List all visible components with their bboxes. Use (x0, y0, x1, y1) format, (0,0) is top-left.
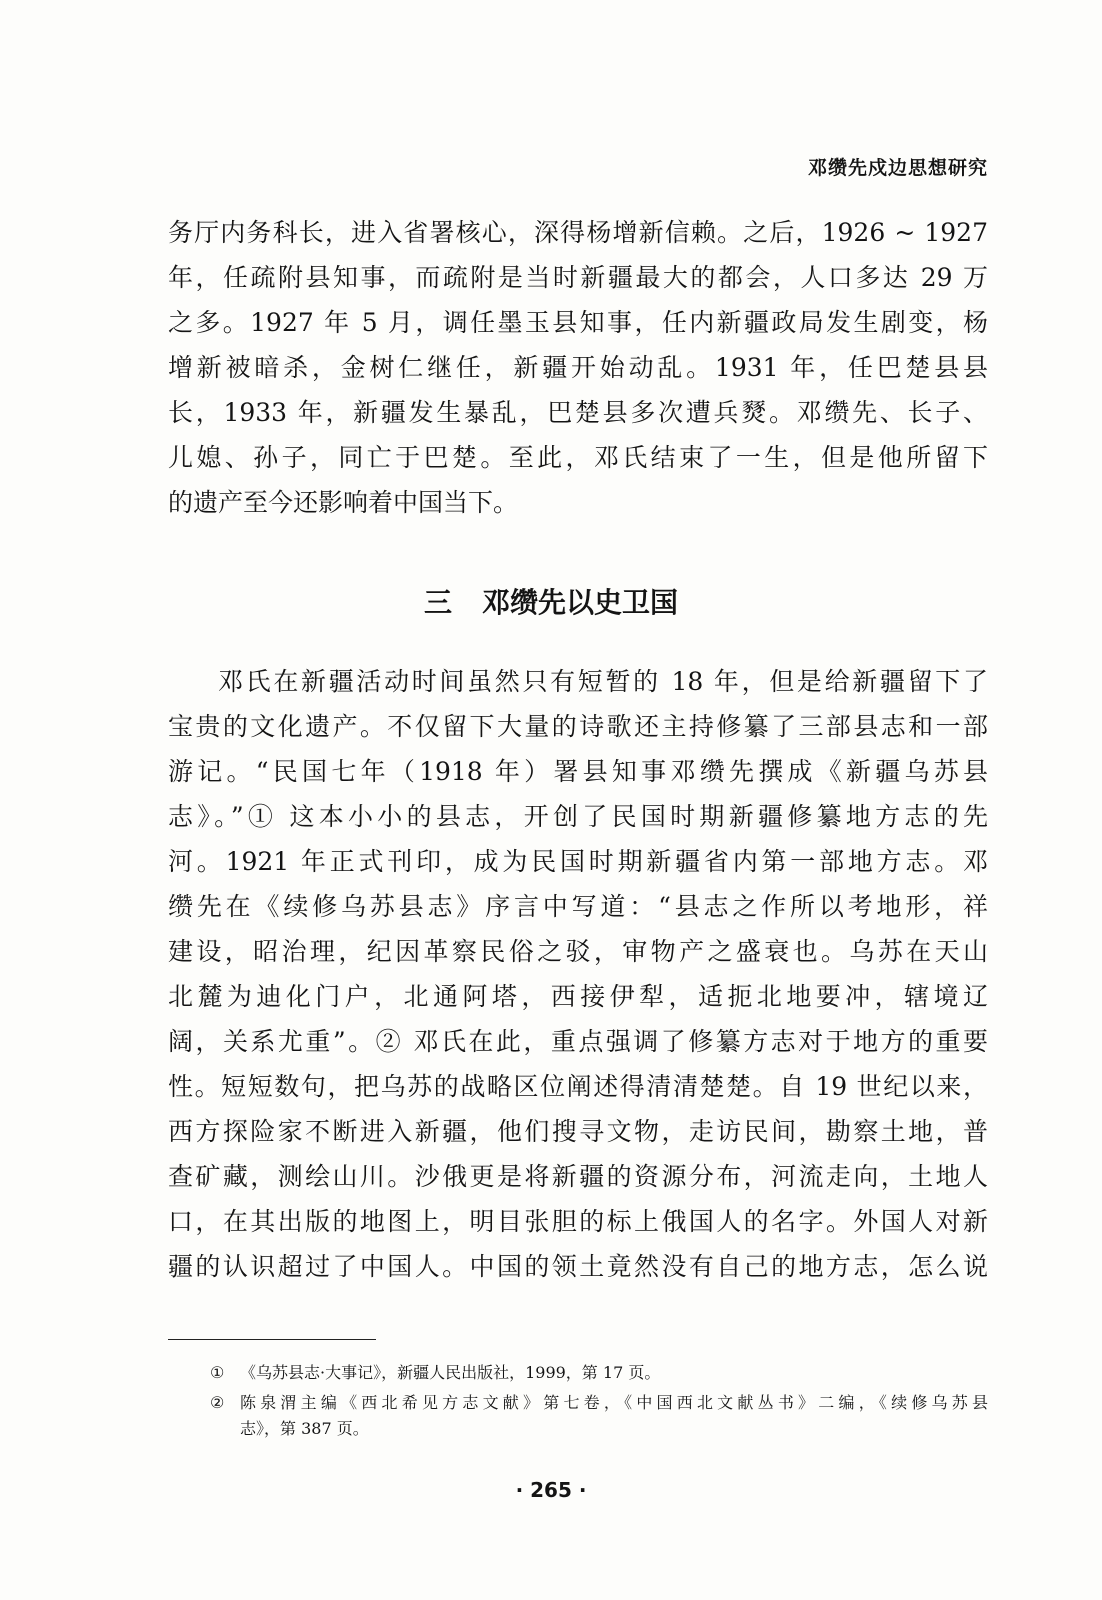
text-line: 年，任疏附县知事，而疏附是当时新疆最大的都会，人口多达 29 万 (168, 263, 988, 292)
text-line: 游记。“民国七年（1918 年）署县知事邓缵先撰成《新疆乌苏县 (168, 757, 988, 786)
text-line: 儿媳、孙子，同亡于巴楚。至此，邓氏结束了一生，但是他所留下 (168, 443, 988, 472)
footnote-text: 《乌苏县志·大事记》，新疆人民出版社，1999，第 17 页。 (240, 1363, 661, 1382)
text-line: 宝贵的文化遗产。不仅留下大量的诗歌还主持修纂了三部县志和一部 (168, 712, 988, 741)
footnote-marker: ② (210, 1393, 225, 1412)
section-heading (0, 585, 1102, 621)
text-line: 长，1933 年，新疆发生暴乱，巴楚县多次遭兵燹。邓缵先、长子、 (168, 398, 988, 427)
text-line: 西方探险家不断进入新疆，他们搜寻文物，走访民间，勘察土地，普 (168, 1117, 988, 1146)
footnote-text: 陈泉渭主编《西北希见方志文献》第七卷，《中国西北文献丛书》二编，《续修乌苏县 (240, 1393, 988, 1412)
text-line: 邓氏在新疆活动时间虽然只有短暂的 18 年，但是给新疆留下了 (218, 667, 988, 696)
text-line: 务厅内务科长，进入省署核心，深得杨增新信赖。之后，1926 ~ 1927 (168, 218, 988, 247)
text-line: 北麓为迪化门户，北通阿塔，西接伊犁，适扼北地要冲，辖境辽 (168, 982, 988, 1011)
text-line: 增新被暗杀，金树仁继任，新疆开始动乱。1931 年，任巴楚县县 (168, 353, 988, 382)
running-header: 邓缵先戍边思想研究 (807, 157, 988, 179)
footnote-text: 志》，第 387 页。 (240, 1419, 369, 1438)
text-line: 建设，昭治理，纪因革察民俗之驳，审物产之盛衰也。乌苏在天山 (168, 937, 988, 966)
text-line: 性。短短数句，把乌苏的战略区位阐述得清清楚楚。自 19 世纪以来， (168, 1072, 988, 1101)
text-line: 河。1921 年正式刊印，成为民国时期新疆省内第一部地方志。邓 (168, 847, 988, 876)
section-title: 邓缵先以史卫国 (482, 586, 679, 619)
text-line: 疆的认识超过了中国人。中国的领土竟然没有自己的地方志，怎么说 (168, 1252, 988, 1281)
footnote-marker: ① (210, 1363, 225, 1382)
footnote-divider (168, 1339, 376, 1340)
text-line: 查矿藏，测绘山川。沙俄更是将新疆的资源分布，河流走向，土地人 (168, 1162, 988, 1191)
text-line: 缵先在《续修乌苏县志》序言中写道：“县志之作所以考地形，祥 (168, 892, 988, 921)
text-line: 的遗产至今还影响着中国当下。 (168, 488, 519, 517)
text-line: 口，在其出版的地图上，明目张胆的标上俄国人的名字。外国人对新 (168, 1207, 988, 1236)
text-line: 阔，关系尤重”。② 邓氏在此，重点强调了修纂方志对于地方的重要 (168, 1027, 988, 1056)
section-number: 三 (423, 586, 452, 619)
page-number: · 265 · (515, 1478, 587, 1502)
text-line: 之多。1927 年 5 月，调任墨玉县知事，任内新疆政局发生剧变，杨 (168, 308, 988, 337)
text-line: 志》。”① 这本小小的县志，开创了民国时期新疆修纂地方志的先 (168, 802, 988, 831)
